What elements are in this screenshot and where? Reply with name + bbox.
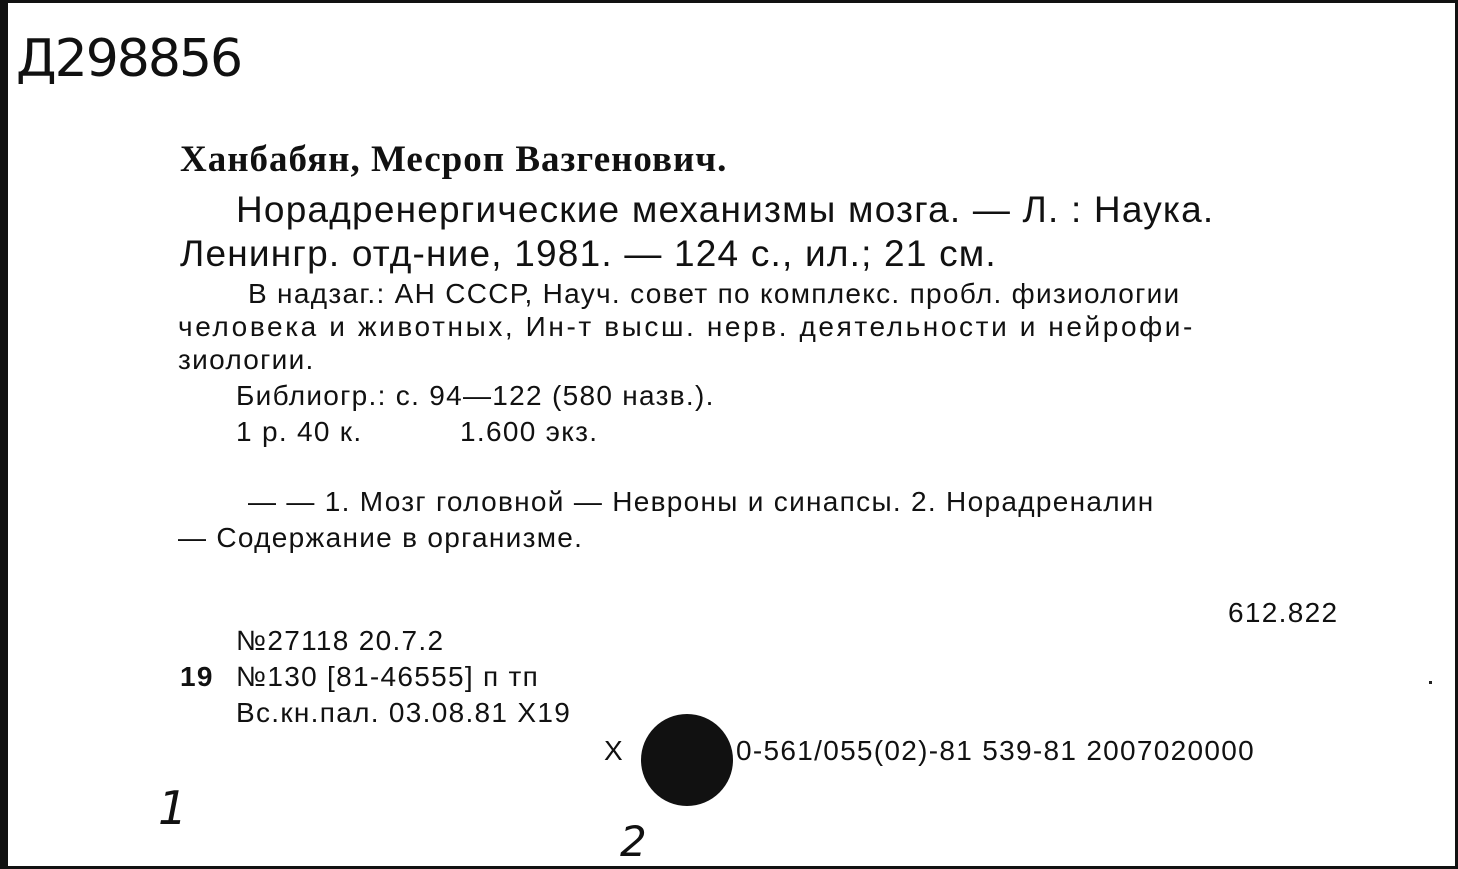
- punch-hole: [641, 714, 733, 806]
- subjects-line-2: — Содержание в организме.: [178, 522, 584, 553]
- speck-mark: [1429, 681, 1432, 684]
- call-number: Д298856: [16, 29, 242, 89]
- author-heading: Ханбабян, Месроп Вазгенович.: [180, 139, 728, 180]
- udc-code: 612.822: [1228, 597, 1339, 628]
- book-chamber-note: Вс.кн.пал. 03.08.81 Х19: [236, 697, 572, 728]
- title-line-1: Норадренергические механизмы мозга. — Л. : Наука.: [236, 189, 1215, 230]
- title-line-2: Ленингр. отд-ние, 1981. — 124 с., ил.; 21 см.: [180, 233, 997, 274]
- year-prefix: 19: [180, 661, 214, 692]
- note-line-2: человека и животных, Ин-т высш. нерв. деятельности и нейрофи-: [178, 311, 1195, 342]
- copies: 1.600 экз.: [460, 416, 599, 447]
- index-code: 0-561/055(02)-81 539-81 2007020000: [736, 735, 1256, 766]
- handwritten-mark-1: 1: [158, 781, 188, 835]
- price: 1 р. 40 к.: [236, 416, 363, 447]
- subjects-line-1: — — 1. Мозг головной — Невроны и синапсы. 2. Норадреналин: [248, 486, 1155, 517]
- note-line-3: зиологии.: [178, 344, 315, 375]
- index-prefix: Х: [604, 735, 624, 766]
- handwritten-mark-2: 2: [620, 817, 647, 866]
- registry-number: №130 [81-46555] п тп: [236, 661, 540, 692]
- order-number: №27118 20.7.2: [236, 625, 445, 656]
- note-line-1: В надзаг.: АН СССР, Науч. совет по комплекс. пробл. физиологии: [248, 278, 1181, 309]
- bibliography-note: Библиогр.: с. 94—122 (580 назв.).: [236, 380, 715, 411]
